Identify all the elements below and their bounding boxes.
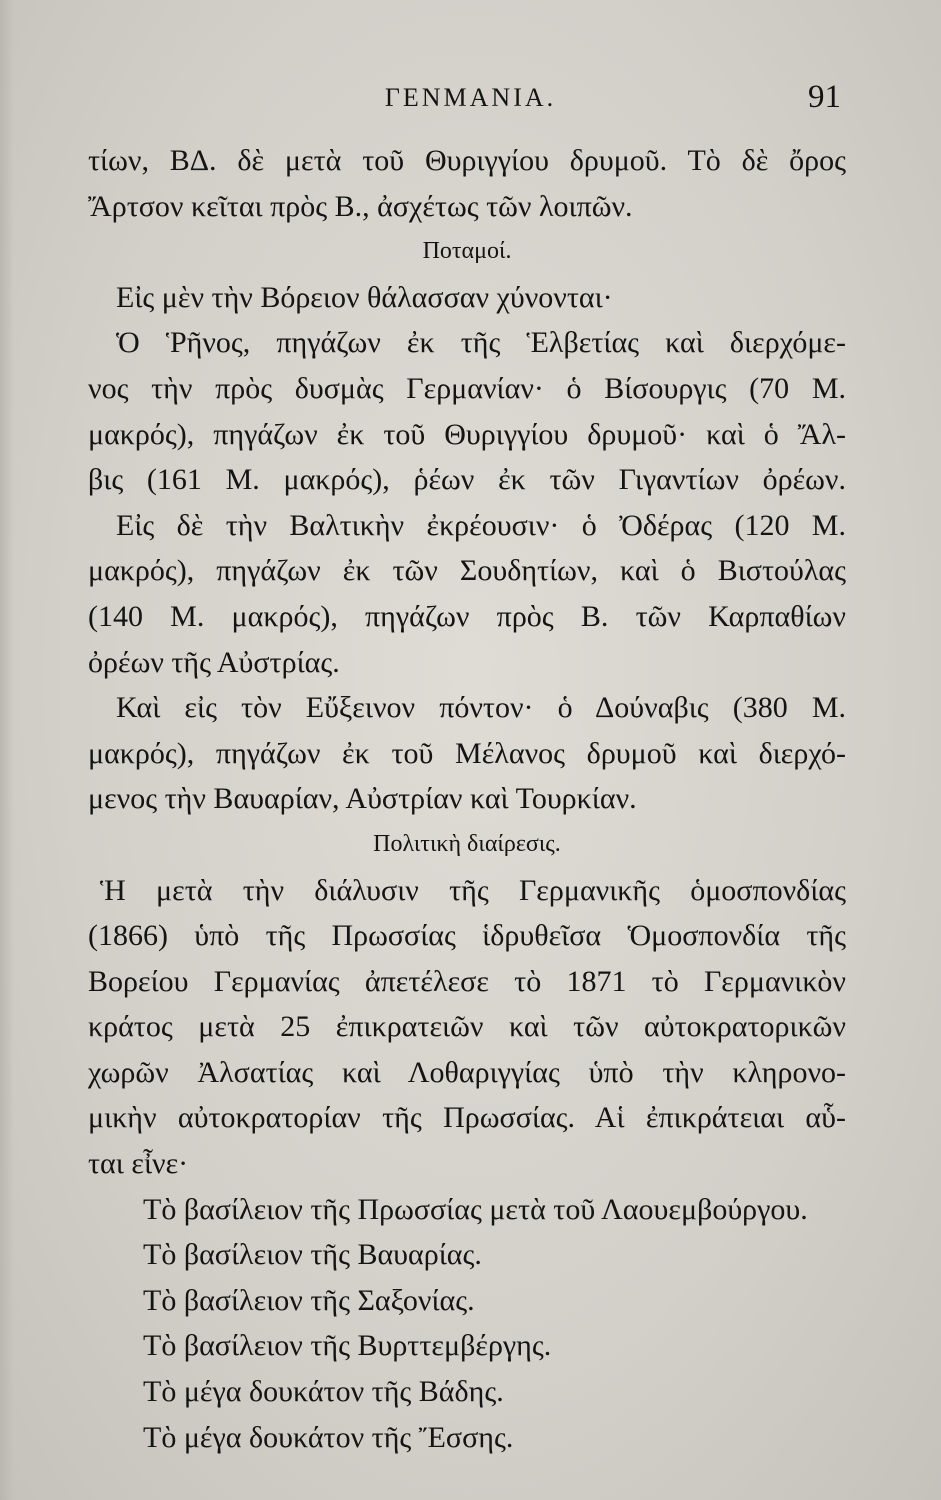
text-line: κράτος μετὰ 25 ἐπικρατειῶν καὶ τῶν αὐτοκρατορικῶν — [88, 1010, 846, 1044]
text-line: ται εἶνε· — [88, 1147, 189, 1181]
text-line: Εἰς δὲ τὴν Βαλτικὴν ἐκρέουσιν· ὁ Ὀδέρας (120 Μ. — [116, 508, 846, 542]
text-line: (1866) ὑπὸ τῆς Πρωσσίας ἱδρυθεῖσα Ὁμοσπονδία τῆς — [88, 919, 846, 953]
list-item: Τὸ βασίλειον τῆς Βαυαρίας. — [143, 1238, 482, 1272]
section-heading: Πολιτικὴ διαίρεσις. — [373, 830, 561, 857]
text-line: Ἄρτσον κεῖται πρὸς Β., ἀσχέτως τῶν λοιπῶν. — [88, 189, 633, 223]
text-line: ὀρέων τῆς Αὐστρίας. — [88, 645, 340, 679]
running-header-title: ΓΕΝΜΑΝΙΑ. — [384, 83, 557, 112]
text-line: Ὁ Ῥῆνος, πηγάζων ἐκ τῆς Ἑλβετίας καὶ διερχόμε- — [116, 326, 846, 360]
text-line: Βορείου Γερμανίας ἀπετέλεσε τὸ 1871 τὸ Γερμανικὸν — [88, 964, 846, 998]
text-line: τίων, ΒΔ. δὲ μετὰ τοῦ Θυριγγίου δρυμοῦ. Τὸ δὲ ὄρος — [88, 144, 846, 177]
text-line: βις (161 Μ. μακρός), ῥέων ἐκ τῶν Γιγαντίων ὀρέων. — [88, 463, 846, 497]
list-item: Τὸ βασίλειον τῆς Βυρττεμβέργης. — [143, 1329, 552, 1363]
text-line: Καὶ εἰς τὸν Εὔξεινον πόντον· ὁ Δούναβις (380 Μ. — [116, 691, 846, 725]
page-spine-shadow — [0, 0, 14, 1500]
text-line: Ἡ μετὰ τὴν διάλυσιν τῆς Γερμανικῆς ὁμοσπονδίας — [100, 873, 846, 907]
text-line: μικὴν αὐτοκρατορίαν τῆς Πρωσσίας. Αἱ ἐπικράτειαι αὗ- — [88, 1101, 846, 1135]
text-line: μακρός), πηγάζων ἐκ τοῦ Μέλανος δρυμοῦ καὶ διερχό- — [88, 736, 846, 770]
text-line: νος τὴν πρὸς δυσμὰς Γερμανίαν· ὁ Βίσουργις (70 Μ. — [88, 371, 846, 405]
text-line: (140 Μ. μακρός), πηγάζων πρὸς Β. τῶν Καρπαθίων — [88, 599, 846, 633]
page-body-text — [88, 138, 846, 1460]
text-line: Εἰς μὲν τὴν Βόρειον θάλασσαν χύνονται· — [116, 280, 613, 314]
text-line: μενος τὴν Βαυαρίαν, Αὐστρίαν καὶ Τουρκίαν. — [88, 782, 637, 816]
page-number: 91 — [808, 79, 841, 115]
text-line: μακρός), πηγάζων ἐκ τοῦ Θυριγγίου δρυμοῦ· καὶ ὁ Ἄλ- — [88, 417, 846, 451]
section-heading: Ποταμοί. — [422, 238, 512, 265]
list-item: Τὸ μέγα δουκάτον τῆς Ἔσσης. — [143, 1420, 514, 1454]
list-item: Τὸ βασίλειον τῆς Σαξονίας. — [143, 1283, 475, 1317]
list-item: Τὸ βασίλειον τῆς Πρωσσίας μετὰ τοῦ Λαουεμβούργου. — [143, 1192, 808, 1226]
text-line: χωρῶν Ἀλσατίας καὶ Λοθαριγγίας ὑπὸ τὴν κληρονο- — [88, 1055, 846, 1089]
list-item: Τὸ μέγα δουκάτον τῆς Βάδης. — [143, 1375, 504, 1409]
text-line: μακρός), πηγάζων ἐκ τῶν Σουδητίων, καὶ ὁ Βιστούλας — [88, 554, 846, 588]
